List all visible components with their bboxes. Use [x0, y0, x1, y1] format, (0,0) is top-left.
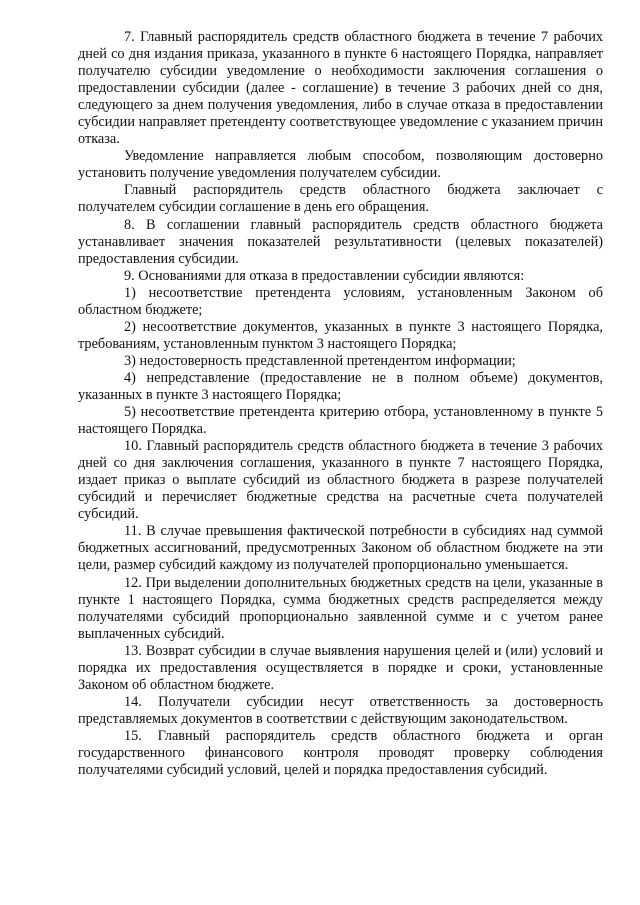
paragraph-11: 11. В случае превышения фактической потребности в субсидиях над суммой бюджетных ассигнований, предусмотренных Законом об областном бюджете на эти цели, размер субсидий каждому из получателей пропорционально уменьшается. [78, 523, 603, 574]
paragraph-14: 14. Получатели субсидии несут ответственность за достоверность представляемых документов в соответствии с действующим законодательством. [78, 693, 603, 727]
paragraph-10: 10. Главный распорядитель средств областного бюджета в течение 3 рабочих дней со дня заключения соглашения, указанного в пункте 7 настоящего Порядка, издает приказ о выплате субсидий из областного бюджета в разрезе получателей субсидий и перечисляет бюджетные средства на расчетные счета получателей субсидий. [78, 438, 603, 523]
paragraph-7: 7. Главный распорядитель средств областного бюджета в течение 7 рабочих дней со дня издания приказа, указанного в пункте 6 настоящего Порядка, направляет получателю субсидии уведомление о необходимости заключения соглашения о предоставлении субсидии (далее - соглашение) в течение 3 рабочих дней со дня, следующего за днем получения уведомления, либо в случае отказа в предоставлении субсидии направляет претенденту соответствующее уведомление с указанием причин отказа. [78, 29, 603, 148]
list-item-9-1: 1) несоответствие претендента условиям, установленным Законом об областном бюджете; [78, 284, 603, 318]
paragraph-notification-method: Уведомление направляется любым способом, позволяющим достоверно установить получение уведомления получателем субсидии. [78, 148, 603, 182]
list-item-9-5: 5) несоответствие претендента критерию отбора, установленному в пункте 5 настоящего Порядка. [78, 404, 603, 438]
paragraph-8: 8. В соглашении главный распорядитель средств областного бюджета устанавливает значения показателей результативности (целевых показателей) предоставления субсидии. [78, 216, 603, 267]
list-item-9-3: 3) недостоверность представленной претендентом информации; [124, 352, 516, 369]
paragraph-agreement-conclusion: Главный распорядитель средств областного бюджета заключает с получателем субсидии соглашение в день его обращения. [78, 182, 603, 216]
paragraph-13: 13. Возврат субсидии в случае выявления нарушения целей и (или) условий и порядка их предоставления осуществляется в порядке и сроки, установленные Законом об областном бюджете. [78, 642, 603, 693]
paragraph-12: 12. При выделении дополнительных бюджетных средств на цели, указанные в пункте 1 настоящего Порядка, сумма бюджетных средств распределяется между получателями субсидий пропорционально заявленной сумме и с учетом ранее выплаченных субсидий. [78, 574, 603, 642]
paragraph-9: 9. Основаниями для отказа в предоставлении субсидии являются: [124, 267, 525, 284]
paragraph-15: 15. Главный распорядитель средств областного бюджета и орган государственного финансового контроля проводят проверку соблюдения получателями субсидий условий, целей и порядка предоставления субсидий. [78, 727, 603, 779]
list-item-9-4: 4) непредставление (предоставление не в полном объеме) документов, указанных в пункте 3 настоящего Порядка; [78, 369, 603, 403]
list-item-9-2: 2) несоответствие документов, указанных в пункте 3 настоящего Порядка, требованиям, установленным пунктом 3 настоящего Порядка; [78, 318, 603, 352]
